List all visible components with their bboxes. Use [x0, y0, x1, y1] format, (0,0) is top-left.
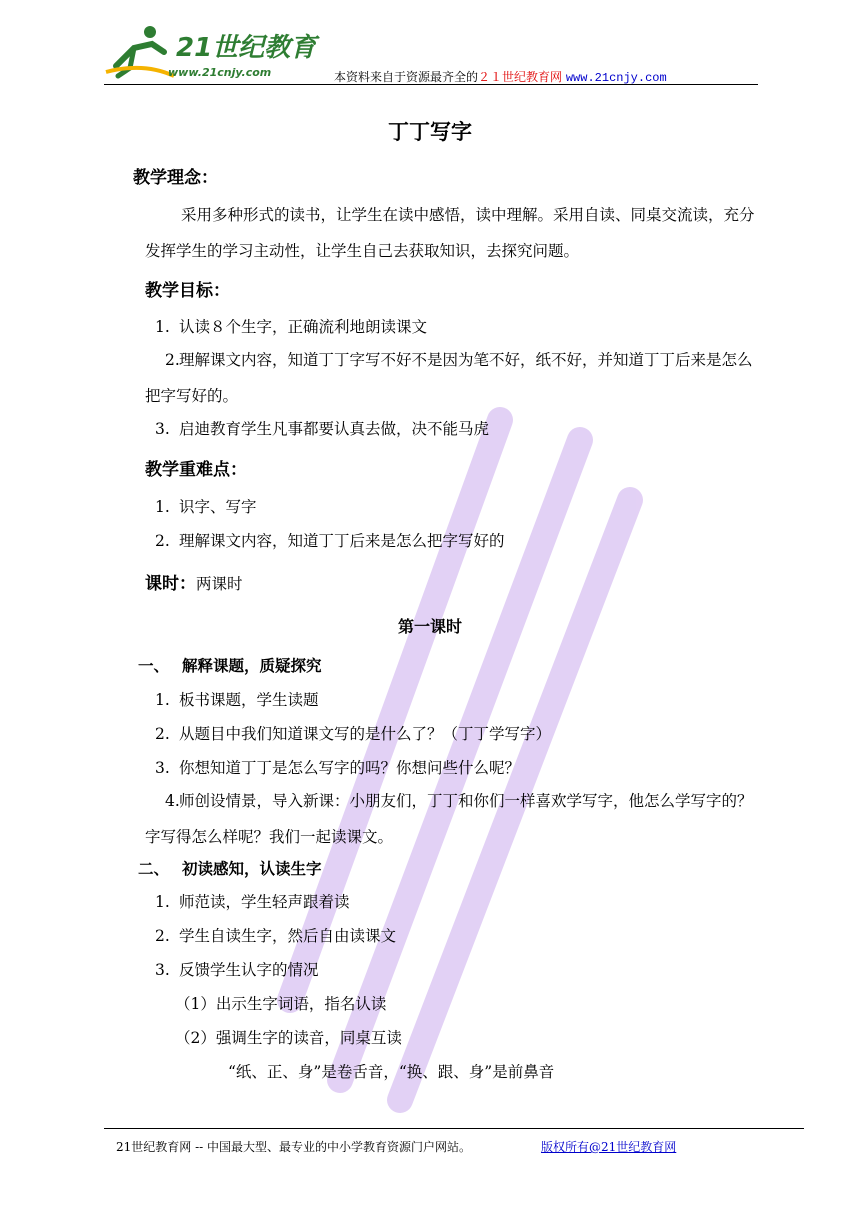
logo-url: www.21cnjy.com	[168, 66, 272, 79]
part1-number: 一、	[138, 657, 170, 675]
hours-value: 两课时	[196, 575, 243, 593]
item-text: 识字、写字	[179, 498, 257, 516]
item-text: 师创设情景，导入新课：小朋友们，丁丁和你们一样喜欢学写字，他怎么学写字的？字写得怎么样呢？我们一起读课文。	[145, 792, 753, 846]
logo	[104, 22, 324, 82]
item-text: 理解课文内容，知道丁丁字写不好不是因为笔不好，纸不好，并知道丁丁后来是怎么把字写好的。	[145, 351, 753, 405]
part2-subitem	[175, 992, 386, 1014]
item-number: 1.	[155, 893, 170, 911]
item-number: 1.	[155, 318, 170, 336]
goals-heading: 教学目标：	[145, 281, 230, 301]
part2-heading	[138, 857, 322, 879]
item-number: （2）	[175, 1029, 216, 1047]
part2-item	[155, 958, 319, 980]
item-text: 理解课文内容，知道丁丁后来是怎么把字写好的	[179, 532, 505, 550]
goal-item	[155, 417, 489, 439]
source-site-link[interactable]: ２１世纪教育网	[478, 70, 563, 84]
item-number: 2.	[155, 725, 170, 743]
logo-text: 21世纪教育	[176, 33, 317, 63]
source-prefix: 本资料来自于资源最齐全的	[334, 70, 479, 84]
part1-item	[145, 783, 759, 855]
item-text: 你想知道丁丁是怎么写字的吗？你想问些什么呢？	[179, 759, 521, 777]
goal-item	[155, 315, 427, 337]
key-points-heading: 教学重难点：	[145, 460, 247, 480]
item-text: 学生自读生字，然后自由读课文	[179, 927, 397, 945]
part2-item	[155, 924, 396, 946]
item-number: （1）	[175, 995, 216, 1013]
item-text: 启迪教育学生凡事都要认真去做，决不能马虎	[179, 420, 490, 438]
key-point-item	[155, 529, 505, 551]
hours-line	[145, 569, 243, 594]
part1-title: 解释课题，质疑探究	[182, 657, 322, 675]
footer-divider	[104, 1128, 804, 1129]
item-number: 1.	[155, 691, 170, 709]
source-line	[334, 68, 667, 85]
item-number: 2.	[155, 927, 170, 945]
item-text: 出示生字词语，指名认读	[215, 995, 387, 1013]
item-number: 4.	[165, 792, 180, 810]
page-header	[104, 22, 758, 86]
pronunciation-note: “纸、正、身”是卷舌音，“换、跟、身”是前鼻音	[228, 1063, 555, 1081]
item-number: 2.	[155, 532, 170, 550]
key-point-item	[155, 495, 257, 517]
item-number: 1.	[155, 498, 170, 516]
item-text: 师范读，学生轻声跟着读	[179, 893, 350, 911]
part2-item	[155, 890, 350, 912]
document-title: 丁丁写字	[388, 120, 472, 144]
header-divider	[104, 84, 758, 85]
part2-title: 初读感知，认读生字	[182, 860, 322, 878]
item-text: 反馈学生认字的情况	[179, 961, 319, 979]
lesson-title: 第一课时	[397, 617, 462, 636]
part1-item	[155, 722, 551, 744]
item-number: 3.	[155, 961, 170, 979]
concept-paragraph: 采用多种形式的读书，让学生在读中感悟，读中理解。采用自读、同桌交流读，充分发挥学生的学习主动性，让学生自己去获取知识，去探究问题。	[145, 206, 755, 260]
part1-item	[155, 756, 520, 778]
concept-heading: 教学理念：	[133, 168, 218, 188]
item-text: 强调生字的读音，同桌互读	[215, 1029, 402, 1047]
hours-heading: 课时：	[145, 574, 196, 594]
part1-heading	[138, 654, 322, 676]
item-number: 2.	[165, 351, 180, 369]
item-text: 从题目中我们知道课文写的是什么了？（丁丁学写字）	[179, 725, 552, 743]
footer-copyright-link[interactable]: 版权所有@21世纪教育网	[541, 1140, 677, 1154]
part2-number: 二、	[138, 860, 170, 878]
source-url-link[interactable]: www.21cnjy.com	[565, 71, 667, 85]
footer-site-info: 21世纪教育网 -- 中国最大型、最专业的中小学教育资源门户网站。	[116, 1140, 472, 1154]
item-text: 板书课题，学生读题	[179, 691, 319, 709]
item-number: 3.	[155, 420, 170, 438]
item-number: 3.	[155, 759, 170, 777]
goal-item	[145, 342, 759, 414]
item-text: 认读８个生字，正确流利地朗读课文	[179, 318, 428, 336]
part2-subitem	[175, 1026, 402, 1048]
part1-item	[155, 688, 319, 710]
